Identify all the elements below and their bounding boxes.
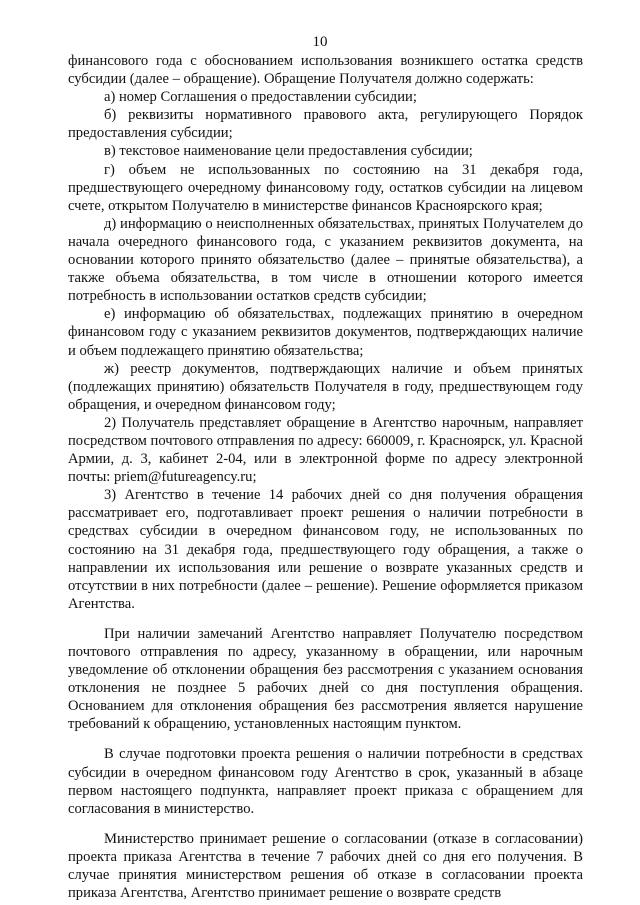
paragraph-remarks: При наличии замечаний Агентство направляет Получателю посредством почтового отправления по адресу, указанному в обращении, или нарочным уведомление об отклонении обращения без рассмотрения с указанием основания отклонения не позднее 5 рабочих дней со дня поступления обращения. Основанием для отклонения обращения без рассмотрения является нарушение требований к обращению, установленных настоящим пунктом. (68, 625, 583, 733)
list-item-d: д) информацию о неисполненных обязательствах, принятых Получателем до начала очередного финансового года, с указанием реквизитов документа, на основании которого принято обязательство (далее – принятые обязательства), а также объема обязательства, в том числе в отношении которого имеется потребность в использовании остатков средств субсидии; (68, 215, 583, 305)
list-item-b: б) реквизиты нормативного правового акта, регулирующего Порядок предоставления субсидии; (68, 107, 583, 142)
list-item-g: г) объем не использованных по состоянию на 31 декабря года, предшествующего очередному финансовому году, остатков субсидии на лицевом счете, открытом Получателю в министерстве финансов Красноярского края; (68, 161, 583, 214)
list-item-v: в) текстовое наименование цели предоставления субсидии; (104, 143, 473, 160)
list-item-e: е) информацию об обязательствах, подлежащих принятию в очередном финансовом году с указанием реквизитов документов, подтверждающих наличие и объем подлежащего принятию обязательства; (68, 306, 583, 359)
list-item-zh: ж) реестр документов, подтверждающих наличие и объем принятых (подлежащих принятию) обязательств Получателя в году, предшествующем году обращения, и очередном финансовом году; (68, 360, 583, 413)
document-body (68, 52, 583, 902)
list-item-a: а) номер Соглашения о предоставлении субсидии; (104, 89, 417, 106)
paragraph-continuation: финансового года с обоснованием использования возникшего остатка средств субсидии (далее – обращение). Обращение Получателя должно содержать: (68, 53, 583, 88)
paragraph-draft-decision: В случае подготовки проекта решения о наличии потребности в средствах субсидии в очередном финансовом году Агентство в срок, указанный в абзаце первом настоящего подпункта, направляет проект приказа с обращением для согласования в министерство. (68, 746, 583, 817)
clause-2: 2) Получатель представляет обращение в Агентство нарочным, направляет посредством почтового отправления по адресу: 660009, г. Красноярск, ул. Красной Армии, д. 3, кабинет 2-04, или в электронной форме по адресу электронной почты: priem@futureagency.ru; (68, 414, 583, 486)
paragraph-ministry-approval: Министерство принимает решение о согласовании (отказе в согласовании) проекта приказа Агентства в течение 7 рабочих дней со дня его получения. В случае принятия министерством решения об отказе в согласовании проекта приказа Агентства, Агентство принимает решение о возврате средств (68, 830, 583, 902)
page-number: 10 (312, 34, 328, 50)
clause-3: 3) Агентство в течение 14 рабочих дней со дня получения обращения рассматривает его, подготавливает проект решения о наличии потребности в средствах субсидии в очередном финансовом году, не использованных по состоянию на 31 декабря года, предшествующего году обращения, а также о направлении их использования или решение о возврате указанных средств и отсутствии в них потребности (далее – решение). Решение оформляется приказом Агентства. (68, 487, 583, 612)
